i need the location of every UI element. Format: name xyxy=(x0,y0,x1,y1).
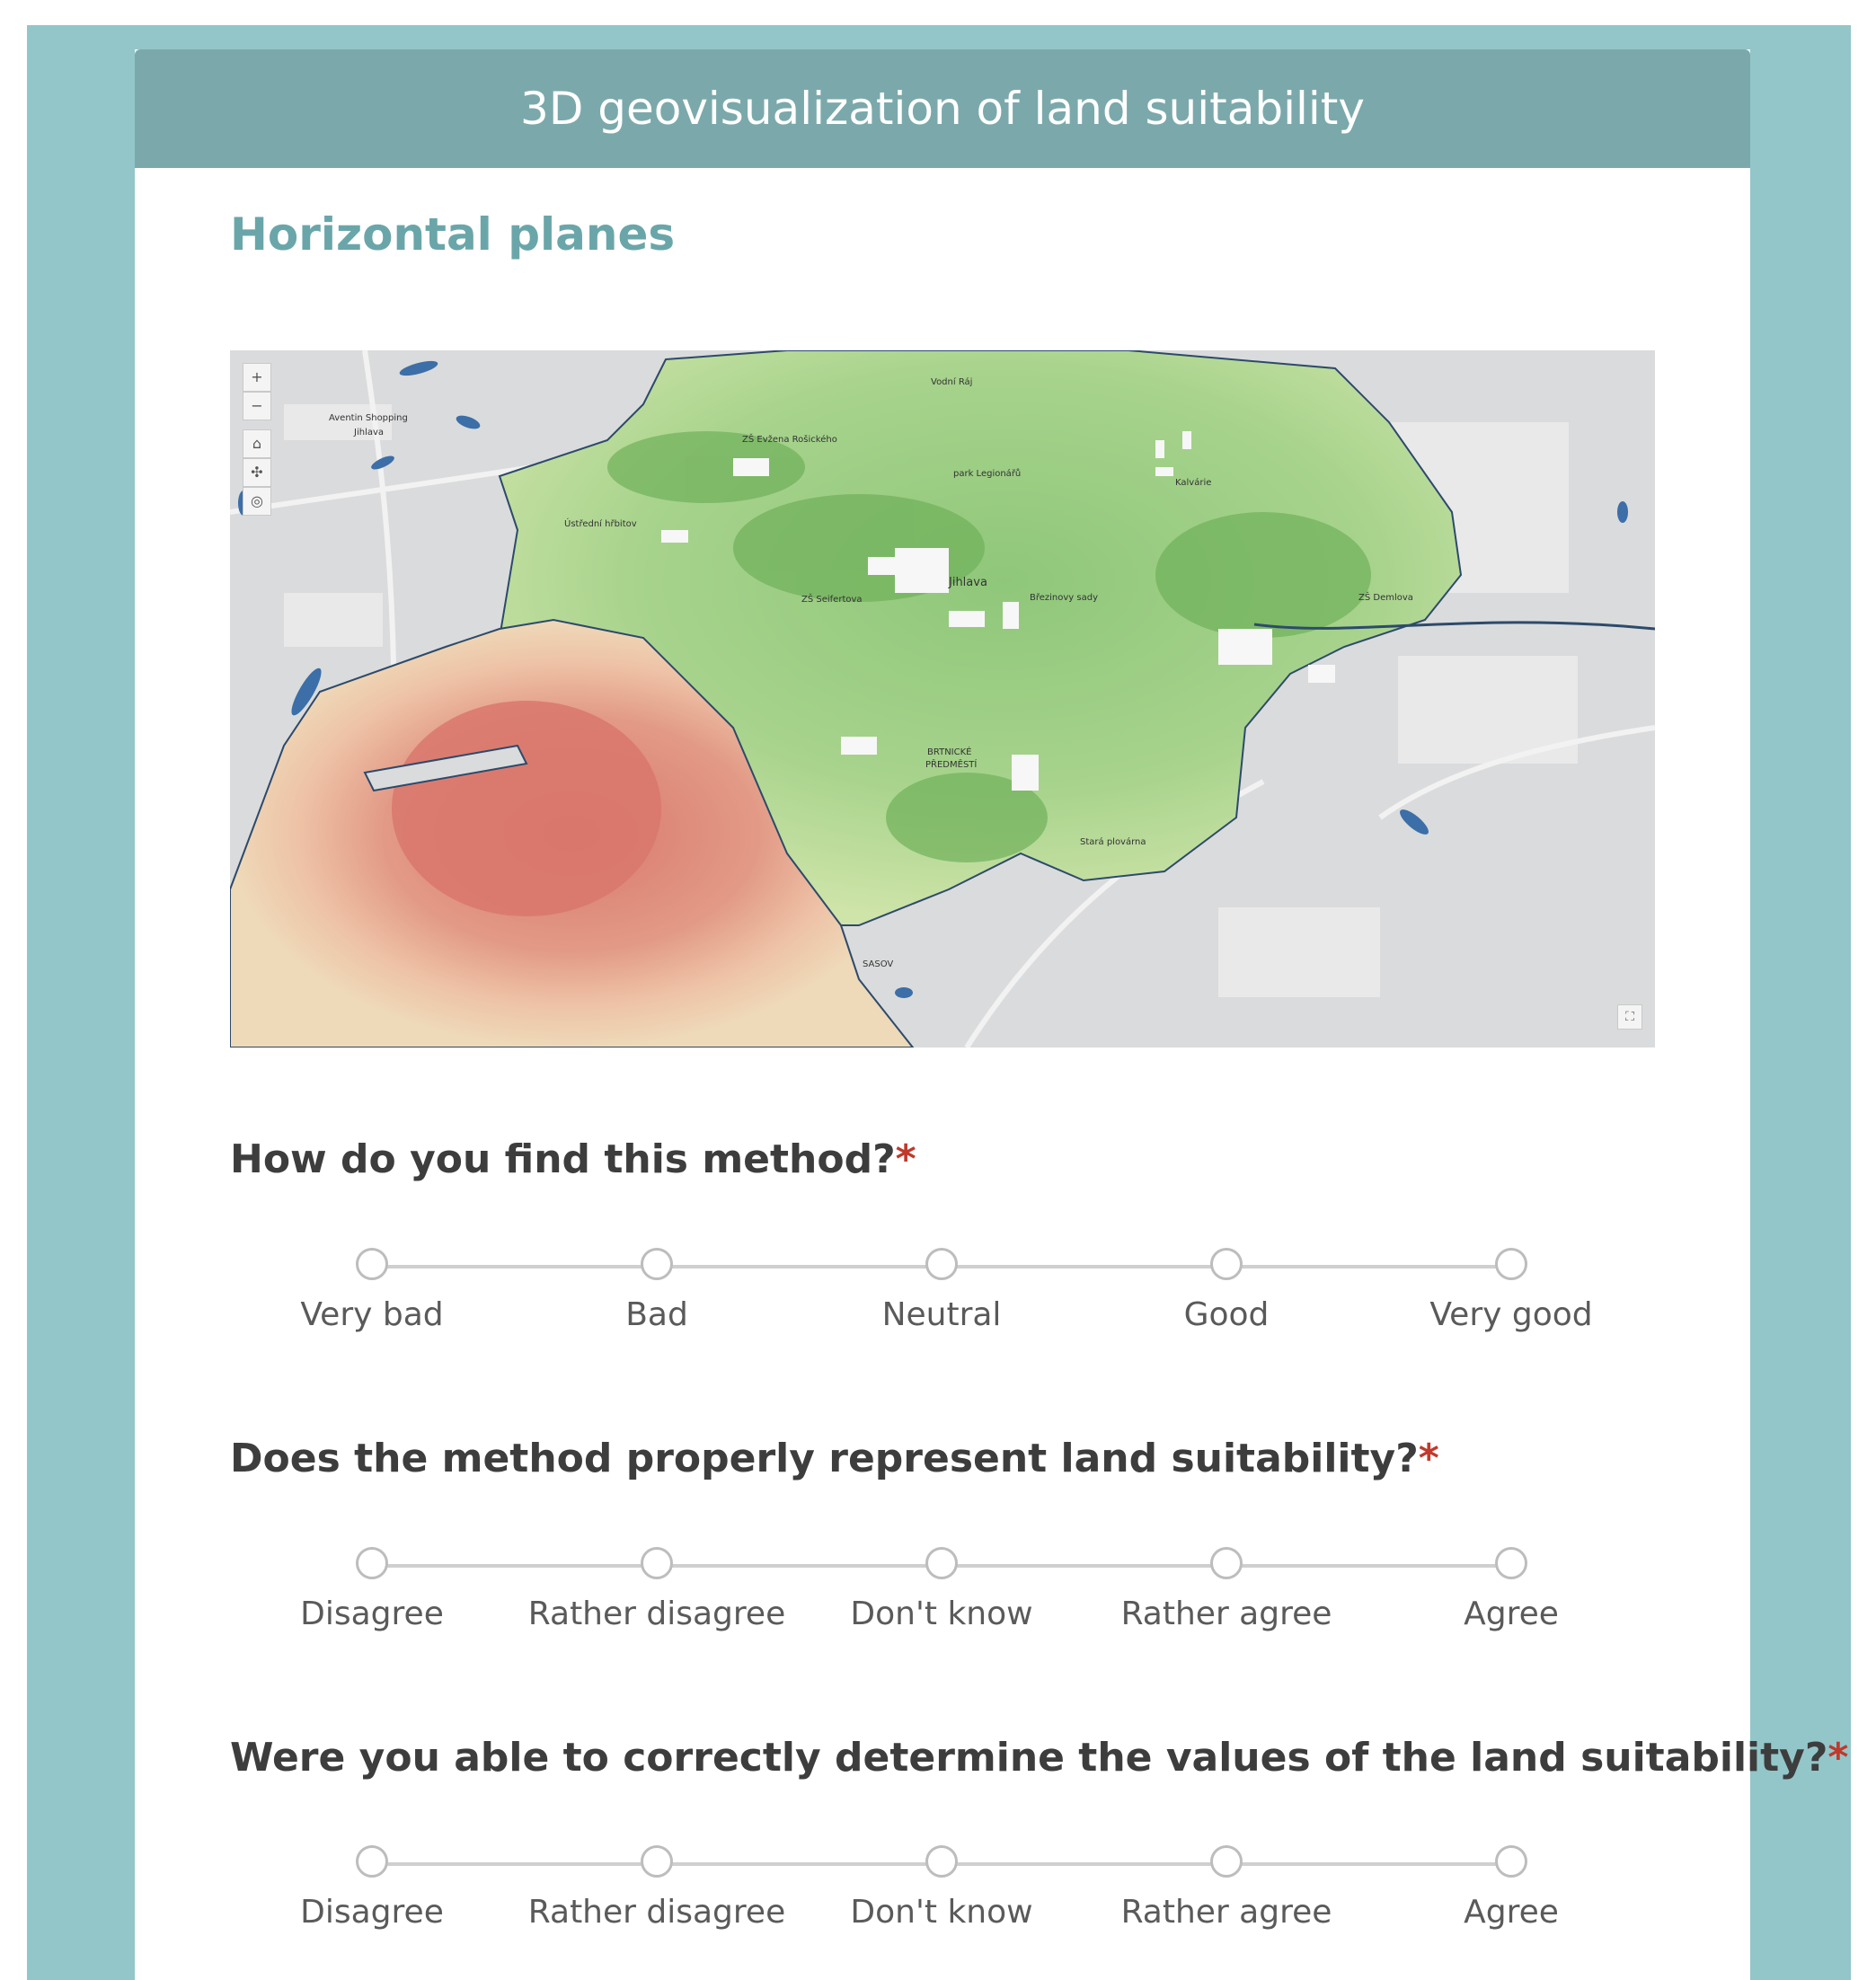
question-1-text: How do you find this method? xyxy=(230,1136,896,1182)
map-label-sasov: SASOV xyxy=(863,959,894,969)
option-label: Rather agree xyxy=(1120,1595,1332,1632)
scale-option[interactable] xyxy=(522,1845,792,1931)
map-label-park-legionaru: park Legionářů xyxy=(953,469,1022,479)
radio-button[interactable] xyxy=(1210,1547,1243,1579)
radio-button[interactable] xyxy=(641,1845,673,1878)
required-asterisk: * xyxy=(1827,1735,1849,1781)
map-view[interactable] xyxy=(230,350,1655,1047)
map-label-brtnicke: BRTNICKÉ xyxy=(927,747,972,757)
map-label-brezinovy-sady: Březinovy sady xyxy=(1030,593,1099,603)
question-3-text: Were you able to correctly determine the values of the land suitability? xyxy=(230,1735,1828,1781)
radio-button[interactable] xyxy=(925,1248,958,1280)
scale-option[interactable] xyxy=(237,1547,507,1632)
scale-option[interactable] xyxy=(1092,1845,1361,1931)
page-title: 3D geovisualization of land suitability xyxy=(520,83,1365,135)
map-canvas[interactable] xyxy=(230,350,1655,1047)
radio-button[interactable] xyxy=(1210,1248,1243,1280)
radio-button[interactable] xyxy=(925,1845,958,1878)
map-label-stara-plovarna: Stará plovárna xyxy=(1080,837,1146,847)
question-1 xyxy=(230,1136,916,1182)
page-header xyxy=(135,49,1750,168)
option-label: Rather disagree xyxy=(527,1595,786,1632)
required-asterisk: * xyxy=(895,1136,916,1182)
scale-option[interactable] xyxy=(237,1248,507,1333)
radio-button[interactable] xyxy=(1495,1845,1527,1878)
scale-option[interactable] xyxy=(807,1248,1076,1333)
required-asterisk: * xyxy=(1418,1436,1439,1481)
map-label-vodni-raj: Vodní Ráj xyxy=(931,377,973,387)
scale-option[interactable] xyxy=(237,1845,507,1931)
scale-option[interactable] xyxy=(807,1845,1076,1931)
map-hotspot xyxy=(392,701,661,916)
question-2 xyxy=(230,1436,1439,1481)
option-label: Disagree xyxy=(300,1894,444,1931)
radio-button[interactable] xyxy=(1495,1547,1527,1579)
scale-option[interactable] xyxy=(1092,1547,1361,1632)
radio-button[interactable] xyxy=(1210,1845,1243,1878)
map-label-ustredni-hrbitov: Ústřední hřbitov xyxy=(564,519,637,529)
radio-button[interactable] xyxy=(641,1547,673,1579)
rating-scale-1 xyxy=(230,1248,1655,1365)
scale-option[interactable] xyxy=(1376,1248,1646,1333)
option-label: Agree xyxy=(1464,1595,1559,1632)
zoom-in-button[interactable]: + xyxy=(243,363,271,392)
map-label-jihlava-small: Jihlava xyxy=(354,428,385,438)
radio-button[interactable] xyxy=(641,1248,673,1280)
radio-button[interactable] xyxy=(356,1248,388,1280)
scale-option[interactable] xyxy=(1376,1845,1646,1931)
scale-option[interactable] xyxy=(522,1547,792,1632)
home-icon[interactable]: ⌂ xyxy=(243,429,271,458)
question-2-text: Does the method properly represent land suitability? xyxy=(230,1436,1419,1481)
scale-option[interactable] xyxy=(522,1248,792,1333)
option-label: Disagree xyxy=(300,1595,444,1632)
zoom-out-button[interactable]: − xyxy=(243,392,271,420)
map-label-zs-seifertova: ZŠ Seifertova xyxy=(801,595,863,605)
radio-button[interactable] xyxy=(925,1547,958,1579)
option-label: Very good xyxy=(1429,1296,1593,1333)
map-label-zs-demlova: ZŠ Demlova xyxy=(1358,593,1413,603)
option-label: Agree xyxy=(1464,1894,1559,1931)
rating-scale-2 xyxy=(230,1547,1655,1664)
map-label-aventin: Aventin Shopping xyxy=(329,413,408,423)
option-label: Don't know xyxy=(850,1894,1033,1931)
scale-option[interactable] xyxy=(807,1547,1076,1632)
section-title: Horizontal planes xyxy=(230,208,676,261)
option-label: Very bad xyxy=(300,1296,444,1333)
scale-option[interactable] xyxy=(1092,1248,1361,1333)
option-label: Good xyxy=(1183,1296,1270,1333)
pan-icon[interactable]: ✣ xyxy=(243,458,271,487)
map-label-zs-evzena: ZŠ Evžena Rošického xyxy=(742,435,837,445)
option-label: Rather agree xyxy=(1120,1894,1332,1931)
map-label-predmesti: PŘEDMĚSTÍ xyxy=(925,760,978,770)
question-3 xyxy=(230,1735,1848,1781)
fullscreen-icon[interactable]: ⛶ xyxy=(1617,1004,1642,1030)
map-label-kalvarie: Kalvárie xyxy=(1175,478,1212,488)
radio-button[interactable] xyxy=(356,1547,388,1579)
map-label-jihlava: Jihlava xyxy=(949,576,987,589)
radio-button[interactable] xyxy=(356,1845,388,1878)
rating-scale-3 xyxy=(230,1845,1655,1962)
option-label: Bad xyxy=(625,1296,688,1333)
scale-option[interactable] xyxy=(1376,1547,1646,1632)
compass-icon[interactable]: ◎ xyxy=(243,487,271,516)
option-label: Don't know xyxy=(850,1595,1033,1632)
radio-button[interactable] xyxy=(1495,1248,1527,1280)
option-label: Rather disagree xyxy=(527,1894,786,1931)
option-label: Neutral xyxy=(881,1296,1002,1333)
